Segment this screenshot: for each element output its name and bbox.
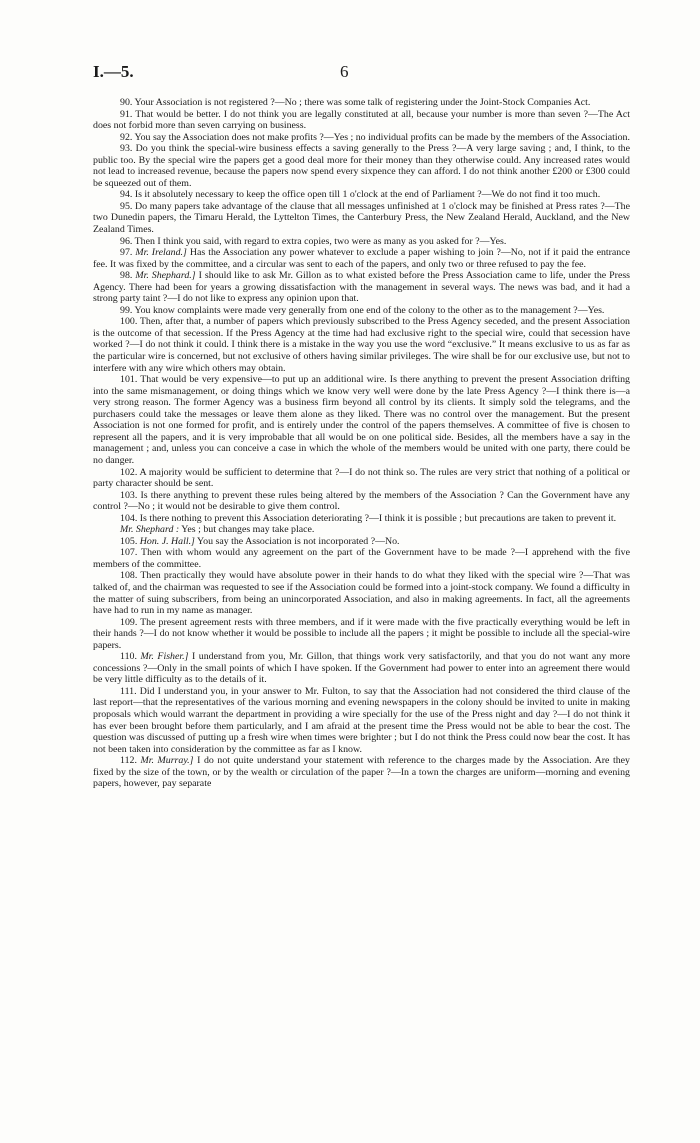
question-number: 103. bbox=[120, 489, 138, 501]
page-header bbox=[93, 62, 633, 84]
question-paragraph bbox=[93, 686, 630, 755]
document-body bbox=[93, 97, 630, 790]
page-reference: I.—5. bbox=[93, 62, 134, 81]
question-number: 105. bbox=[120, 535, 138, 547]
paragraph-text: You know complaints were made very generally from one end of the colony to the other as to the management ?—Yes. bbox=[134, 304, 605, 316]
speaker-name: Mr. Fisher.] bbox=[140, 651, 189, 663]
question-paragraph bbox=[93, 201, 630, 236]
paragraph-text: Then, after that, a number of papers which previously subscribed to the Press Agency seceded, and the present Association is the outcome of that secession. If the Press Agency at the time had had exclusive right to the special wire, could that secession have worked ?—I do not think it could. I think there is a mistake in the way you use the word “exclusive.” It means exclusive to us as far as the particular wire is concerned, but not exclusive of others having similar privileges. The wire shall be for our exclusive use, but not to interfere with any wire which others may obtain. bbox=[93, 316, 630, 374]
question-paragraph bbox=[93, 467, 630, 490]
question-paragraph bbox=[93, 132, 630, 144]
question-paragraph bbox=[93, 490, 630, 513]
speaker-name: Mr. Ireland.] bbox=[135, 247, 187, 259]
question-number: 111. bbox=[120, 685, 137, 697]
question-number: 112. bbox=[120, 755, 137, 767]
question-paragraph bbox=[93, 316, 630, 374]
question-paragraph bbox=[93, 374, 630, 466]
paragraph-text: The present agreement rests with three members, and if it were made with the five practically everything would be left in their hands ?—I do not know whether it would be possible to include all the papers ; it might be possible to include all the special-wire papers. bbox=[93, 616, 630, 651]
paragraph-text: You say the Association is not incorporated ?—No. bbox=[197, 535, 400, 547]
speaker-name: Mr. Shephard : bbox=[120, 524, 180, 536]
paragraph-text: That would be very expensive—to put up an additional wire. Is there anything to prevent the present Association drifting into the same mismanagement, or doing things which we know very well were done by the late Press Agency ?—I think there is—a very strong reason. The former Agency was a business firm beyond all control by its clients. It simply sold the telegrams, and the purchasers could take the messages or leave them alone as they liked. There was no control over the management. But the present Association is not one formed for profit, and is entirely under the control of the papers themselves. A committee of five is chosen to represent all the papers, and it is very improbable that all would be on one political side. Besides, all the members have a say in the management ; and, unless you can conceive a case in which the whole of the members would be united with one party, there could be no danger. bbox=[93, 374, 630, 466]
question-paragraph bbox=[93, 236, 630, 248]
paragraph-text: Then practically they would have absolute power in their hands to do what they liked with the special wire ?—That was talked of, and the chairman was requested to see if the Association could be formed into a joint-stock company. We found a difficulty in the matter of suing subscribers, from being an unincorporated Association, and also in making agreements. In fact, all the agreements have had to run in my name as manager. bbox=[93, 570, 630, 617]
question-number: 93. bbox=[120, 143, 133, 155]
question-number: 109. bbox=[120, 616, 138, 628]
question-number: 97. bbox=[120, 247, 133, 259]
question-paragraph bbox=[93, 547, 630, 570]
paragraph-text: Do many papers take advantage of the clause that all messages unfinished at 1 o'clock may be finished at Press rates ?—The two Dunedin papers, the Timaru Herald, the Lyttelton Times, the Canterbury Press, the New Zealand Herald, Auckland, and the New Zealand Times. bbox=[93, 200, 630, 236]
question-paragraph bbox=[93, 143, 630, 189]
paragraph-text: Then with whom would any agreement on the part of the Government have to be made ?—I apprehend with the five members of the committee. bbox=[93, 547, 630, 570]
paragraph-text: Your Association is not registered ?—No ; there was some talk of registering under the Joint-Stock Companies Act. bbox=[134, 97, 591, 108]
paragraph-text: Yes ; but changes may take place. bbox=[181, 524, 315, 536]
question-number: 101. bbox=[120, 374, 138, 386]
question-number: 92. bbox=[120, 131, 133, 143]
paragraph-text: Do you think the special-wire business effects a saving generally to the Press ?—A very large saving ; and, I think, to the public too. By the special wire the papers get a good deal more for their money than they otherwise could. Any increased rates would not lead to increased revenue, because the papers now spend every sixpence they can afford. I do not think another £200 or £300 could be squeezed out of them. bbox=[93, 143, 631, 189]
paragraph-text: I do not quite understand your statement with reference to the charges made by the Association. Are they fixed by the size of the town, or by the wealth or circulation of the paper ?—In a town the charges are uniform—morning and evening papers, however, pay separate bbox=[93, 755, 630, 790]
question-paragraph bbox=[93, 109, 630, 132]
paragraph-text: Has the Association any power whatever to exclude a paper wishing to join ?—No, not if it paid the entrance fee. It was fixed by the committee, and a circular was sent to each of the papers, and only two or three refused to pay the fee. bbox=[93, 247, 631, 270]
question-number: 107. bbox=[120, 547, 138, 559]
paragraph-text: I understand from you, Mr. Gillon, that things work very satisfactorily, and that you do not want any more concessions ?—Only in the small points of which I have spoken. If the Government had power to enter into an agreement there would be very little difficulty as to the details of it. bbox=[93, 651, 630, 686]
question-number: 99. bbox=[120, 304, 133, 316]
question-paragraph bbox=[93, 247, 630, 270]
question-paragraph bbox=[93, 570, 630, 616]
question-paragraph bbox=[93, 651, 630, 686]
question-number: 100. bbox=[120, 316, 138, 328]
paragraph-text: Did I understand you, in your answer to Mr. Fulton, to say that the Association had not considered the third clause of the last report—that the representatives of the various morning and evening newspapers in the colony should be invited to unite in making proposals which would warrant the department in providing a wire specially for the use of the Press night and day ?—I do not think it has ever been brought before them particularly, and I am afraid at the present time the Press would not be able to bear the cost. The question was discussed of putting up a fresh wire when times were brighter ; but I do not think the Press could now bear the cost. It has not been taken into consideration by the committee as far as I know. bbox=[93, 685, 631, 755]
question-number: 96. bbox=[120, 235, 133, 247]
question-paragraph bbox=[93, 305, 630, 317]
paragraph-text: That would be better. I do not think you are legally constituted at all, because your number is more than seven ?—The Act does not forbid more than seven carrying on business. bbox=[93, 108, 630, 132]
paragraph-text: You say the Association does not make profits ?—Yes ; no individual profits can be made by the members of the Association. bbox=[134, 131, 630, 143]
paragraph-text: Is there anything to prevent these rules being altered by the members of the Association ? Can the Government have any control ?—No ; it would not be desirable to give them control. bbox=[93, 489, 630, 513]
speaker-name: Hon. J. Hall.] bbox=[139, 535, 195, 547]
speaker-name: Mr. Murray.] bbox=[140, 755, 194, 767]
question-paragraph bbox=[93, 617, 630, 652]
question-number: 104. bbox=[120, 512, 138, 524]
paragraph-text: Is it absolutely necessary to keep the office open till 1 o'clock at the end of Parliament ?—We do not find it too much. bbox=[134, 189, 601, 201]
question-paragraph bbox=[93, 536, 630, 548]
paragraph-text: I should like to ask Mr. Gillon as to what existed before the Press Association came to life, under the Press Agency. There had been for years a growing dissatisfaction with the management in several ways. The news was bad, and it had a strong party taint ?—I do not like to express any opinion upon that. bbox=[93, 270, 631, 305]
question-number: 102. bbox=[120, 466, 138, 478]
question-number: 90. bbox=[120, 97, 133, 108]
question-number: 95. bbox=[120, 200, 133, 212]
question-number: 94. bbox=[120, 189, 133, 201]
question-paragraph bbox=[93, 189, 630, 201]
question-paragraph bbox=[93, 524, 630, 536]
question-paragraph bbox=[93, 270, 630, 305]
speaker-name: Mr. Shephard.] bbox=[135, 270, 196, 282]
question-number: 108. bbox=[120, 570, 138, 582]
question-paragraph bbox=[93, 513, 630, 525]
question-number: 110. bbox=[120, 651, 137, 663]
paragraph-text: Is there nothing to prevent this Association deteriorating ?—I think it is possible ; but precautions are taken to prevent it. bbox=[139, 512, 617, 524]
paragraph-text: Then I think you said, with regard to extra copies, two were as many as you asked for ?—Yes. bbox=[134, 235, 507, 247]
paragraph-text: A majority would be sufficient to determine that ?—I do not think so. The rules are very strict that nothing of a political or party character should be sent. bbox=[93, 466, 630, 490]
question-number: 91. bbox=[120, 108, 133, 120]
question-paragraph bbox=[93, 755, 630, 790]
question-paragraph bbox=[93, 97, 630, 109]
question-number: 98. bbox=[120, 270, 133, 282]
page-number: 6 bbox=[340, 62, 349, 81]
